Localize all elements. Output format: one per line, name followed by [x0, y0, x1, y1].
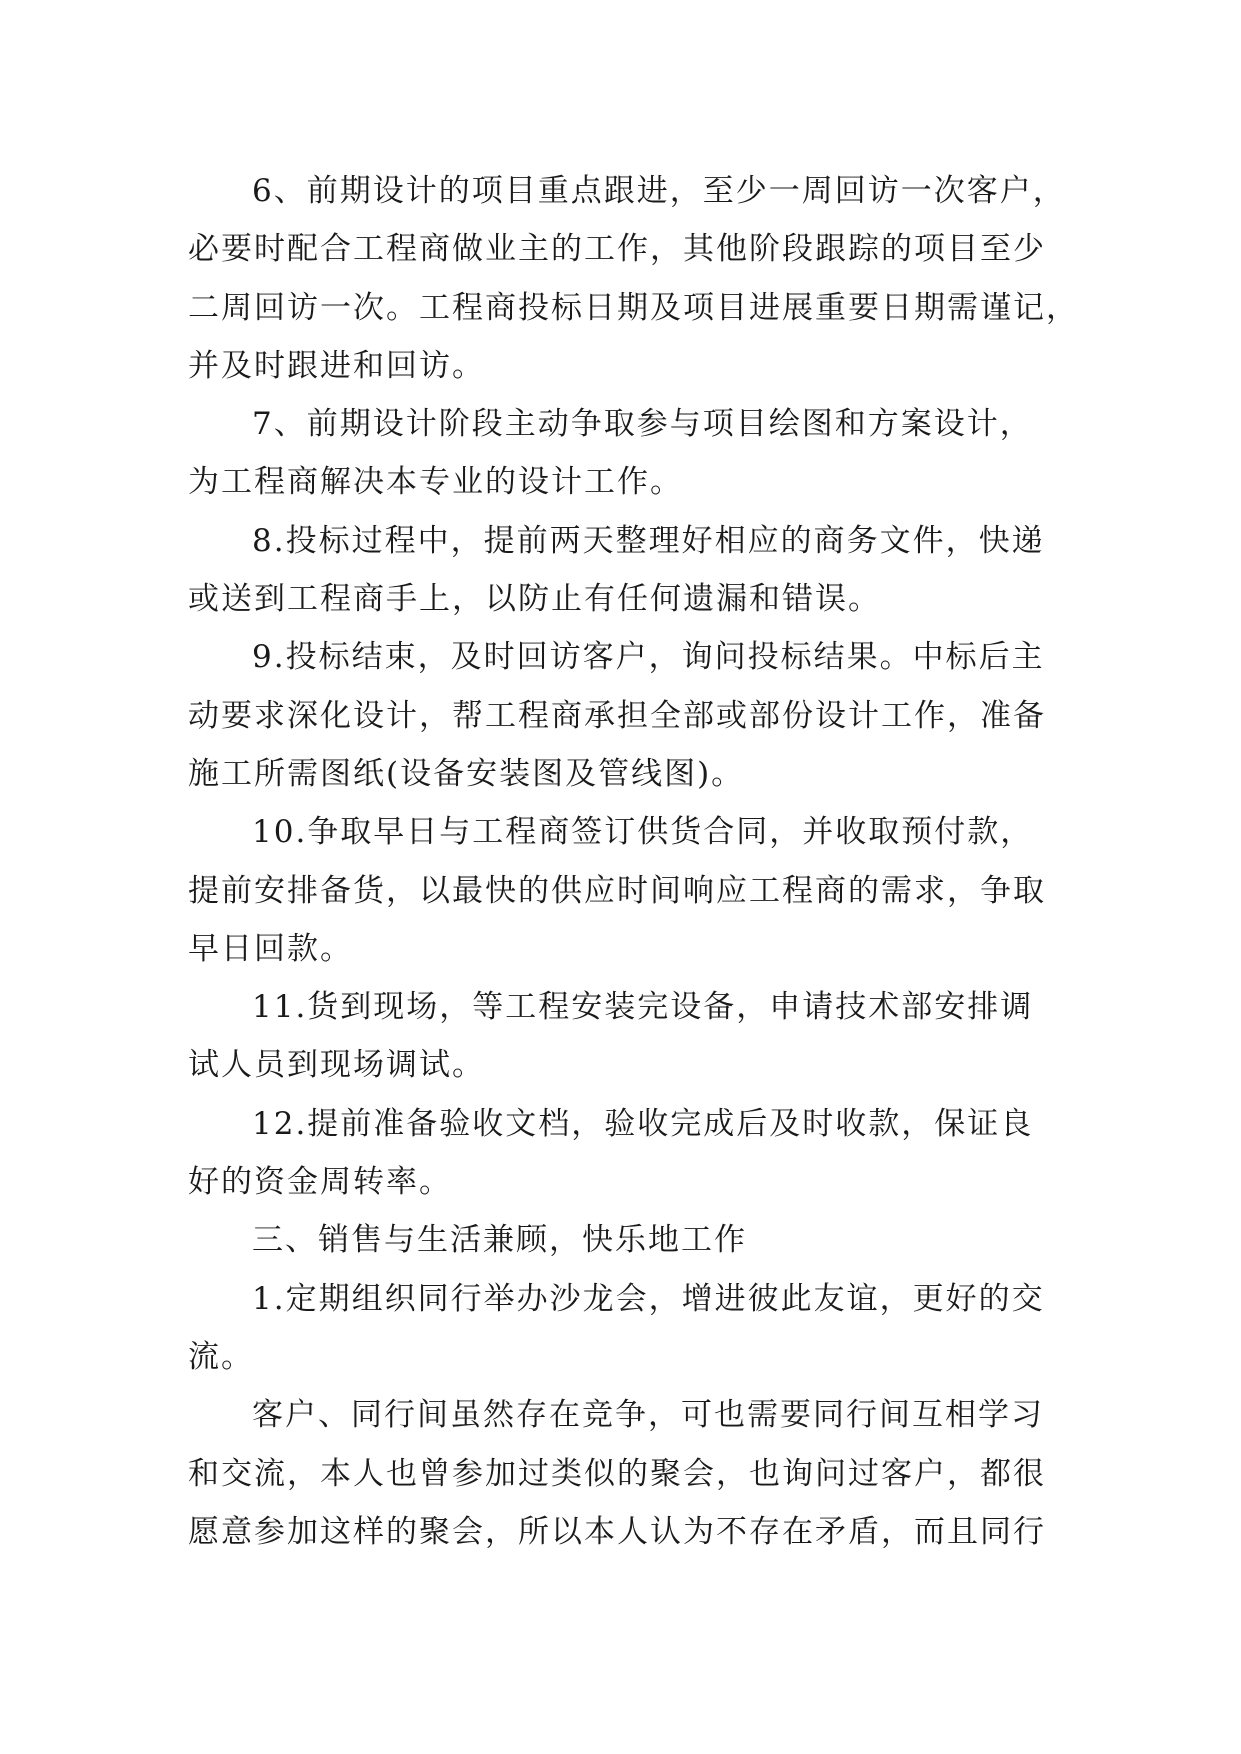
text-line: 11.货到现场，等工程安装完设备，申请技术部安排调 — [252, 989, 1034, 1026]
text-line: 流。 — [188, 1338, 254, 1375]
text-line: 客户、同行间虽然存在竞争，可也需要同行间互相学习 — [252, 1397, 1044, 1434]
text-line: 8.投标过程中，提前两天整理好相应的商务文件，快递 — [252, 522, 1045, 559]
text-line: 提前安排备货，以最快的供应时间响应工程商的需求，争取 — [188, 872, 1046, 909]
text-line: 9.投标结束，及时回访客户，询问投标结果。中标后主 — [252, 639, 1045, 676]
text-line: 7、前期设计阶段主动争取参与项目绘图和方案设计， — [252, 406, 1033, 443]
document-body — [188, 162, 1078, 1561]
text-line: 并及时跟进和回访。 — [188, 347, 485, 384]
text-line: 动要求深化设计，帮工程商承担全部或部份设计工作，准备 — [188, 697, 1046, 734]
text-line: 三、销售与生活兼顾，快乐地工作 — [252, 1222, 747, 1259]
text-line: 好的资金周转率。 — [188, 1164, 452, 1201]
text-line: 12.提前准备验收文档，验收完成后及时收款，保证良 — [252, 1105, 1034, 1142]
text-line: 施工所需图纸(设备安装图及管线图)。 — [188, 755, 745, 792]
text-line: 6、前期设计的项目重点跟进，至少一周回访一次客户， — [252, 173, 1066, 209]
text-line: 愿意参加这样的聚会，所以本人认为不存在矛盾，而且同行 — [188, 1513, 1046, 1550]
text-line: 早日回款。 — [188, 930, 353, 967]
text-line: 和交流，本人也曾参加过类似的聚会，也询问过客户，都很 — [188, 1455, 1046, 1492]
text-line: 10.争取早日与工程商签订供货合同，并收取预付款， — [252, 814, 1034, 851]
text-line: 为工程商解决本专业的设计工作。 — [188, 464, 683, 501]
text-line: 必要时配合工程商做业主的工作，其他阶段跟踪的项目至少 — [188, 231, 1046, 268]
text-line: 或送到工程商手上，以防止有任何遗漏和错误。 — [188, 581, 881, 618]
text-line: 1.定期组织同行举办沙龙会，增进彼此友谊，更好的交 — [252, 1280, 1045, 1317]
text-line: 试人员到现场调试。 — [188, 1047, 485, 1084]
text-line: 二周回访一次。工程商投标日期及项目进展重要日期需谨记， — [188, 289, 1079, 326]
